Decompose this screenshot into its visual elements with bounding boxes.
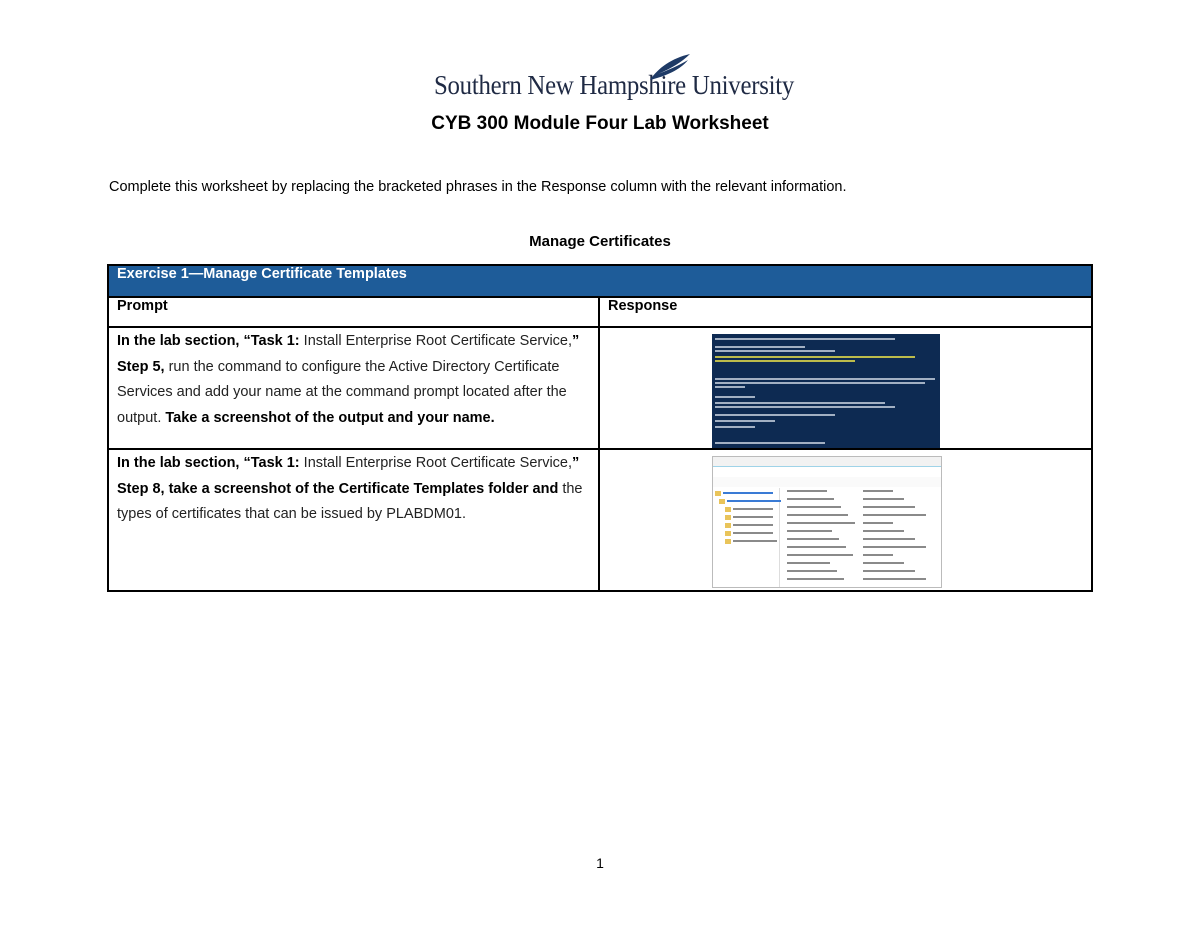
console-output-line bbox=[715, 382, 925, 384]
template-purpose-cell bbox=[863, 538, 915, 540]
prompt-part: Take a screenshot of the output and your name. bbox=[165, 409, 495, 426]
prompt-cell bbox=[108, 449, 599, 591]
prompt-part: the types of certificates that can be issued by PLABDM01. bbox=[117, 480, 583, 522]
document-title: CYB 300 Module Four Lab Worksheet bbox=[431, 113, 769, 134]
template-purpose-cell bbox=[863, 514, 926, 516]
template-name-cell bbox=[787, 546, 846, 548]
folder-icon bbox=[725, 531, 731, 536]
console-tree-pane bbox=[713, 488, 780, 588]
prompt-part: Install Enterprise Root Certificate Service, bbox=[303, 455, 573, 471]
instructions-text: Complete this worksheet by replacing the bracketed phrases in the Response column with the relevant information. bbox=[109, 179, 847, 195]
template-purpose-cell bbox=[863, 546, 926, 548]
folder-icon bbox=[719, 499, 725, 504]
template-name-cell bbox=[787, 498, 834, 500]
prompt-text bbox=[117, 450, 590, 528]
tree-item bbox=[733, 532, 773, 534]
prompt-part: Install Enterprise Root Certificate Service, bbox=[303, 333, 573, 349]
window-menubar bbox=[713, 467, 941, 476]
template-name-cell bbox=[787, 514, 848, 516]
window-titlebar bbox=[713, 457, 941, 467]
prompt-part: run the command to configure the Active Directory Certificate Services and add your name at the command prompt located after the output. bbox=[117, 358, 567, 426]
certificate-templates-screenshot bbox=[712, 456, 942, 588]
template-name-cell bbox=[787, 570, 837, 572]
template-purpose-cell bbox=[863, 506, 915, 508]
template-purpose-cell bbox=[863, 498, 904, 500]
console-output-line bbox=[715, 378, 935, 380]
template-name-cell bbox=[787, 506, 841, 508]
response-cell bbox=[599, 327, 1092, 449]
folder-icon bbox=[715, 491, 721, 496]
prompt-part: ” Step 5, bbox=[117, 333, 580, 375]
page-number: 1 bbox=[596, 855, 604, 871]
template-purpose-cell bbox=[863, 522, 893, 524]
prompt-text bbox=[117, 328, 590, 431]
template-purpose-cell bbox=[863, 562, 904, 564]
folder-icon bbox=[725, 515, 731, 520]
template-name-cell bbox=[787, 578, 844, 580]
prompt-part: In the lab section, “Task 1: bbox=[117, 455, 304, 471]
template-name-cell bbox=[787, 562, 830, 564]
powershell-screenshot bbox=[712, 334, 940, 448]
tree-item bbox=[733, 524, 773, 526]
tree-item bbox=[733, 516, 773, 518]
template-name-cell bbox=[787, 490, 827, 492]
tree-item bbox=[727, 500, 781, 502]
template-purpose-cell bbox=[863, 578, 926, 580]
console-output-line bbox=[715, 414, 835, 416]
logo-text: Southern New Hampshire University bbox=[434, 70, 794, 100]
table-row bbox=[108, 449, 1092, 591]
window-toolbar bbox=[713, 477, 941, 487]
template-name-cell bbox=[787, 538, 839, 540]
template-purpose-cell bbox=[863, 554, 893, 556]
exercise-title: Exercise 1—Manage Certificate Templates bbox=[108, 265, 1092, 297]
section-title: Manage Certificates bbox=[529, 233, 671, 250]
response-column-header: Response bbox=[599, 297, 1092, 327]
quill-icon bbox=[644, 52, 694, 82]
prompt-part: In the lab section, “Task 1: bbox=[117, 333, 304, 349]
console-output-line bbox=[715, 350, 835, 352]
console-output-line bbox=[715, 360, 855, 362]
template-purpose-cell bbox=[863, 490, 893, 492]
console-output-line bbox=[715, 338, 895, 340]
console-output-line bbox=[715, 346, 805, 348]
folder-icon bbox=[725, 507, 731, 512]
templates-list-pane bbox=[783, 488, 939, 588]
column-header-row bbox=[108, 297, 1092, 327]
console-output-line bbox=[715, 426, 755, 428]
console-output-line bbox=[715, 402, 885, 404]
template-purpose-cell bbox=[863, 530, 904, 532]
console-output-line bbox=[715, 406, 895, 408]
prompt-part: take a screenshot of the Certificate Templates folder and bbox=[168, 480, 563, 497]
console-output-line bbox=[715, 396, 755, 398]
response-cell bbox=[599, 449, 1092, 591]
template-purpose-cell bbox=[863, 570, 915, 572]
tree-item bbox=[733, 508, 773, 510]
console-output-line bbox=[715, 442, 825, 444]
prompt-column-header: Prompt bbox=[108, 297, 599, 327]
table-row bbox=[108, 327, 1092, 449]
template-name-cell bbox=[787, 530, 832, 532]
console-output-line bbox=[715, 386, 745, 388]
exercise-header-row bbox=[108, 265, 1092, 297]
tree-item bbox=[733, 540, 777, 542]
tree-item bbox=[723, 492, 773, 494]
template-name-cell bbox=[787, 522, 855, 524]
prompt-cell bbox=[108, 327, 599, 449]
template-name-cell bbox=[787, 554, 853, 556]
folder-icon bbox=[725, 523, 731, 528]
university-logo bbox=[434, 58, 794, 106]
folder-icon bbox=[725, 539, 731, 544]
console-output-line bbox=[715, 356, 915, 358]
worksheet-table bbox=[107, 264, 1093, 592]
console-output-line bbox=[715, 420, 775, 422]
prompt-part: ” Step 8, bbox=[117, 455, 580, 497]
